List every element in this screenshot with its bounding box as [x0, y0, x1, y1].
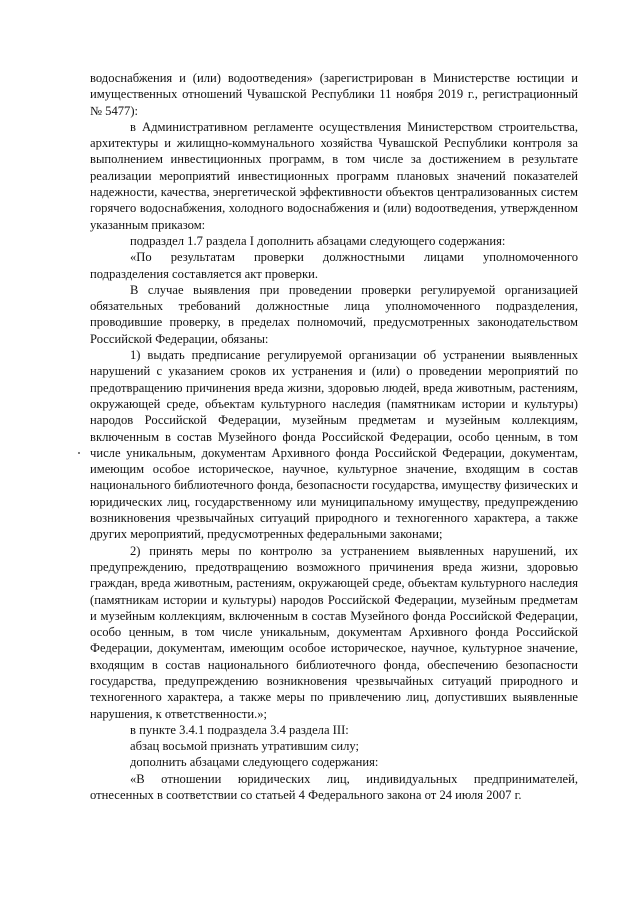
paragraph-3: подраздел 1.7 раздела I дополнить абзацами следующего содержания: [130, 233, 506, 248]
scan-speck [78, 452, 80, 454]
paragraph-5: В случае выявления при проведении проверки регулируемой организацией обязательных требований должностные лица уполномоченного подразделения, проводившие проверку, в пределах полномочий, предусмотренных законодательством Российской Федерации, обязаны: [90, 282, 578, 346]
paragraph-9: абзац восьмой признать утратившим силу; [130, 739, 360, 754]
paragraph-7: 2) принять меры по контролю за устранением выявленных нарушений, их предупреждению, предотвращению возможного причинения вреда жизни, здоровью граждан, вреда животным, растениям, окружающей среде, объектам культурного наследия (памятникам истории и культуры) народов Российской Федерации, музейным предметам и музейным коллекциям, включенным в состав Музейного фонда Российской Федерации, особо ценным, в том числе уникальным, документам Архивного фонда Российской Федерации, документам, имеющим особое историческое, научное, культурное значение, входящим в состав национального библиотечного фонда, обеспечению безопасности государства, предупреждению возникновения чрезвычайных ситуаций природного и техногенного характера, а также меры по привлечению лиц, допустивших выявленные нарушения, к ответственности.»; [90, 543, 578, 721]
paragraph-1: водоснабжения и (или) водоотведения» (зарегистрирован в Министерстве юстиции и имущественных отношений Чувашской Республики 11 ноября 2019 г., регистрационный № 5477): [90, 71, 578, 118]
paragraph-4: «По результатам проверки должностными лицами уполномоченного подразделения составляется акт проверки. [90, 250, 578, 281]
paragraph-2: в Административном регламенте осуществления Министерством строительства, архитектуры и жилищно-коммунального хозяйства Чувашской Республики контроля за выполнением инвестиционных программ, в том числе за достижением в результате реализации мероприятий инвестиционных программ плановых значений показателей надежности, качества, энергетической эффективности объектов централизованных систем горячего водоснабжения, холодного водоснабжения и (или) водоотведения, утвержденном указанным приказом: [90, 119, 578, 232]
paragraph-11: «В отношении юридических лиц, индивидуальных предпринимателей, отнесенных в соответствии со статьей 4 Федерального закона от 24 июля 2007 г. [90, 771, 578, 803]
paragraph-10: дополнить абзацами следующего содержания: [130, 755, 379, 770]
paragraph-6: 1) выдать предписание регулируемой организации об устранении выявленных нарушений с указанием сроков их устранения и (или) о проведении мероприятий по предотвращению причинения вреда жизни, здоровью людей, вреда животным, растениям, окружающей среде, объектам культурного наследия (памятникам истории и культуры) народов Российской Федерации, музейным предметам и музейным коллекциям, включенным в состав Музейного фонда Российской Федерации, особо ценным, в том числе уникальным, документам Архивного фонда Российской Федерации, документам, имеющим особое историческое, научное, культурное значение, входящим в состав национального библиотечного фонда, безопасности государства, имуществу физических и юридических лиц, государственному или муниципальному имуществу, предупреждению возникновения чрезвычайных ситуаций природного и техногенного характера, а также других мероприятий, предусмотренных федеральными законами; [90, 348, 578, 542]
document-body [90, 70, 578, 803]
paragraph-8: в пункте 3.4.1 подраздела 3.4 раздела III: [130, 722, 349, 737]
